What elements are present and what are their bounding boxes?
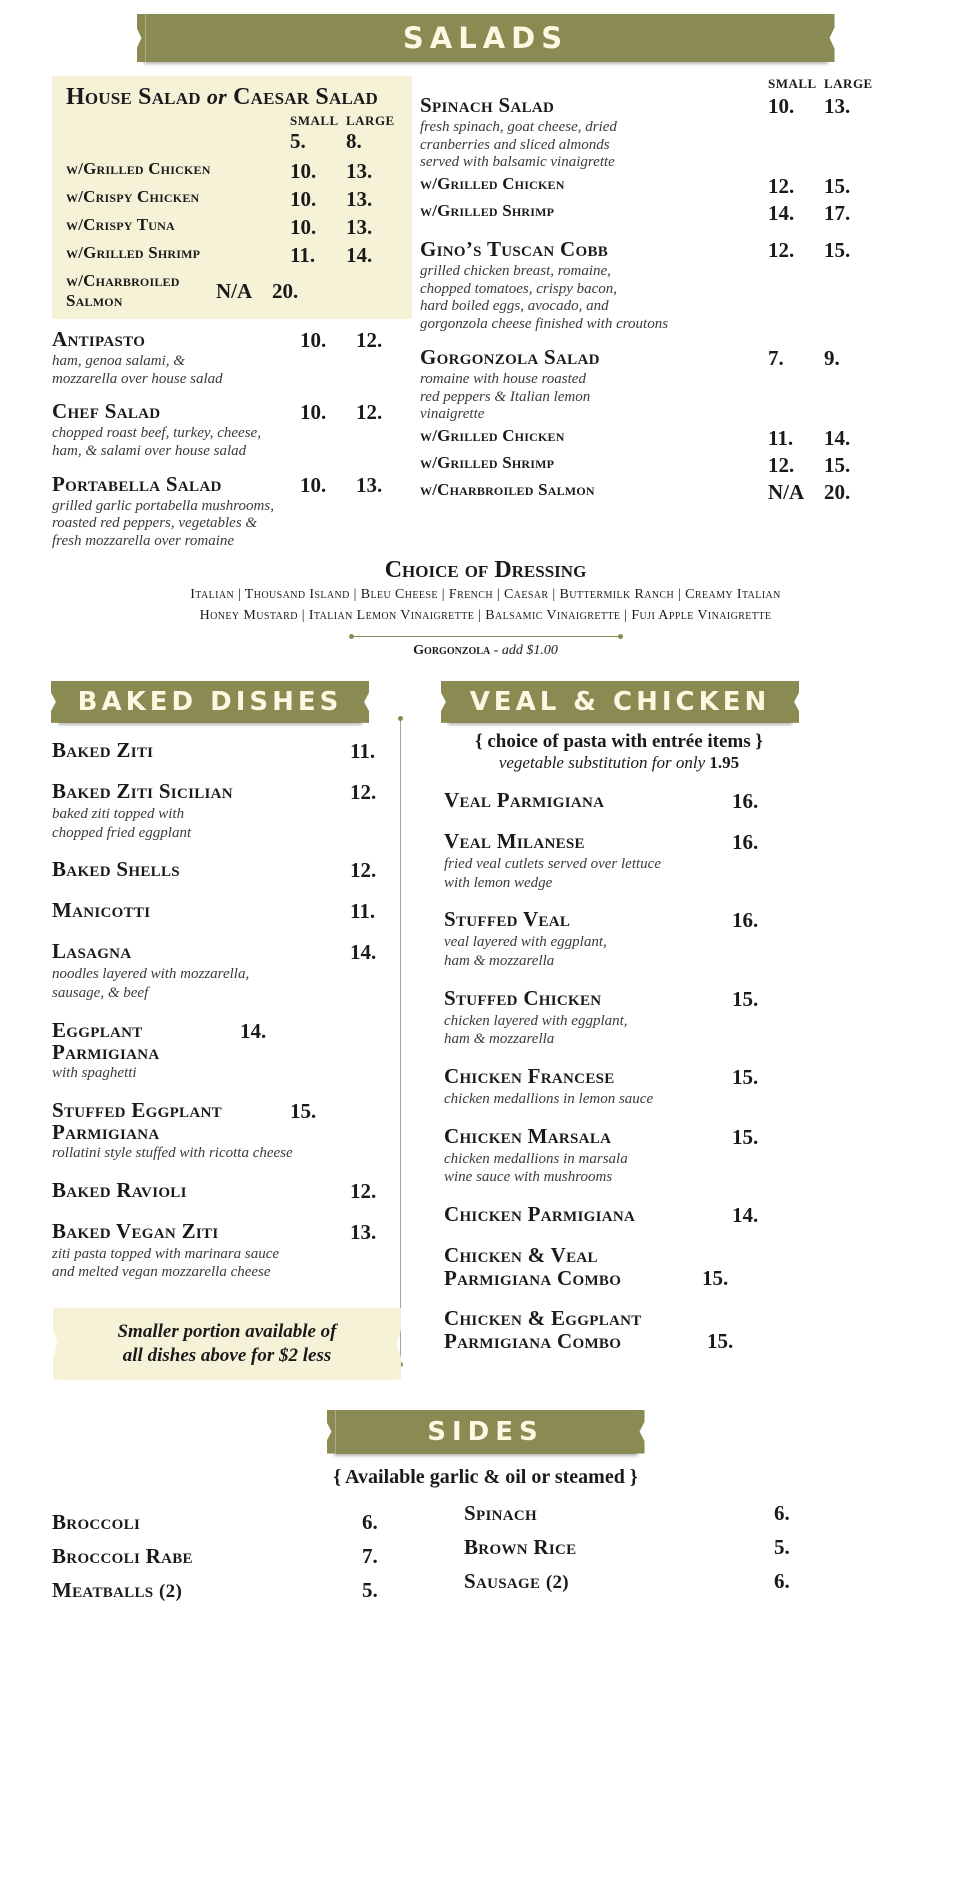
dressing-title: Choice of Dressing <box>384 556 587 583</box>
salad-addon-large: 15. <box>824 452 851 477</box>
salad-desc-line: fresh spinach, goat cheese, dried <box>420 119 617 135</box>
salad-addon-row <box>420 201 880 226</box>
salad-addon-small: 12. <box>768 452 795 477</box>
house-addon-small: 10. <box>290 187 317 211</box>
house-addon-label: w/Grilled Chicken <box>66 159 211 178</box>
baked-item-desc: with spaghetti <box>52 1064 137 1081</box>
house-addon-label: w/Grilled Shrimp <box>66 243 201 262</box>
veal-item-price: 15. <box>732 1124 759 1149</box>
veal-item-name: Chicken Parmigiana <box>444 1202 636 1226</box>
house-addon-small: N/A <box>216 279 253 303</box>
veal-item <box>444 1065 794 1109</box>
baked-item-price: 11. <box>350 899 376 924</box>
side-item <box>464 1569 834 1594</box>
veal-item-desc: ham & mozzarella <box>444 1031 555 1048</box>
baked-item-price: 11. <box>350 738 376 763</box>
house-addon-label: w/Crispy Tuna <box>66 215 175 234</box>
veal-item-desc: ham & mozzarella <box>444 952 555 969</box>
salad-price-large: 12. <box>356 400 383 425</box>
salad-item-gorgonzola <box>420 346 880 505</box>
baked-item-desc: sausage, & beef <box>52 984 149 1001</box>
veal-item-name: Chicken Francese <box>444 1063 615 1088</box>
veal-item-name: Stuffed Veal <box>444 907 571 932</box>
house-addon-small: 10. <box>290 215 317 239</box>
salad-desc-line: vinaigrette <box>420 406 485 423</box>
baked-item <box>52 739 412 764</box>
salad-addon-row <box>420 480 880 505</box>
sides-availability-note: { Available garlic & oil or steamed } <box>333 1465 638 1488</box>
salad-price-small: 7. <box>768 345 784 370</box>
baked-item <box>52 1220 412 1282</box>
salad-item-spinach <box>420 94 880 226</box>
side-item-price: 5. <box>362 1577 378 1602</box>
side-item-name: Broccoli Rabe <box>52 1543 193 1568</box>
salad-addon-small: 11. <box>768 425 794 450</box>
veal-item-price: 15. <box>707 1329 734 1353</box>
house-salad-title <box>66 84 402 111</box>
salad-price-small: 10. <box>300 472 327 497</box>
house-addon-label: w/Charbroiled Salmon <box>66 271 180 310</box>
banner-label-veal: VEAL & CHICKEN <box>469 686 771 717</box>
house-base-large: 8. <box>346 129 362 153</box>
col-head-large: LARGE <box>346 113 395 128</box>
sides-right-column <box>464 1501 834 1603</box>
side-item <box>52 1510 422 1535</box>
salad-addon-small: 12. <box>768 174 795 199</box>
baked-item-name: Lasagna <box>52 939 132 964</box>
baked-item <box>52 780 412 842</box>
baked-item <box>52 940 412 1002</box>
baked-item-price: 12. <box>350 858 377 883</box>
house-title-or: or <box>206 84 227 109</box>
house-title-b: Caesar Salad <box>233 84 378 110</box>
salads-left-column <box>52 76 412 551</box>
salad-name: Chef Salad <box>52 399 161 424</box>
baked-item-name: Stuffed Eggplant Parmigiana <box>52 1097 222 1145</box>
veal-item-name: Veal Parmigiana <box>444 787 605 812</box>
veal-item-price: 15. <box>732 986 759 1011</box>
section-banner-salads <box>144 14 828 62</box>
house-addon-large: 13. <box>346 159 373 183</box>
side-item <box>52 1578 422 1603</box>
baked-item-name: Baked Ziti Sicilian <box>52 778 233 803</box>
salad-desc-line: gorgonzola cheese finished with croutons <box>420 316 669 333</box>
veal-note-pre: vegetable substitution for only <box>498 752 710 772</box>
side-item <box>464 1535 834 1560</box>
salad-addon-row <box>420 426 880 451</box>
salad-addon-row <box>420 174 880 199</box>
veal-item <box>444 987 794 1049</box>
salad-item-portabella <box>52 473 412 551</box>
dressing-list-line-1: Italian | Thousand Island | Bleu Cheese | French | Caesar | Buttermilk Ranch | Creamy Italian <box>190 586 781 602</box>
veal-item-desc: chicken layered with eggplant, <box>444 1012 628 1029</box>
salad-name: Gorgonzola Salad <box>420 344 600 369</box>
salad-desc-line: roasted red peppers, vegetables & <box>52 515 258 532</box>
side-item-qty: (2) <box>545 1571 569 1593</box>
banner-label-salads: SALADS <box>402 21 569 55</box>
col-head-large: LARGE <box>824 76 873 91</box>
salad-price-small: 10. <box>300 328 327 352</box>
salad-item-tuscan-cobb <box>420 238 880 334</box>
salad-addon-small: 14. <box>768 201 795 226</box>
right-column-headers <box>420 76 880 92</box>
baked-item <box>52 899 412 924</box>
section-banner-veal-chicken <box>448 681 792 723</box>
house-addon-row <box>66 243 402 268</box>
salad-price-large: 13. <box>824 94 851 118</box>
veal-note-line-1: { choice of pasta with entrée items } <box>475 730 763 752</box>
veal-item-price: 16. <box>732 788 759 813</box>
salad-desc-line: mozzarella over house salad <box>52 370 223 387</box>
side-item-price: 6. <box>774 1568 790 1593</box>
side-item-qty: (2) <box>159 1580 183 1602</box>
house-column-headers <box>66 113 402 129</box>
house-addon-row <box>66 215 402 240</box>
house-addon-label: w/Crispy Chicken <box>66 187 200 206</box>
side-item <box>52 1544 422 1569</box>
baked-item-price: 13. <box>350 1219 377 1244</box>
salad-desc-line: chopped roast beef, turkey, cheese, <box>52 425 261 442</box>
house-salad-box <box>52 76 412 319</box>
baked-item-price: 14. <box>350 940 377 965</box>
baked-item-price: 12. <box>350 1178 377 1203</box>
veal-item <box>444 908 794 970</box>
salad-desc-line: grilled chicken breast, romaine, <box>420 263 611 280</box>
veal-item-price: 14. <box>732 1203 759 1227</box>
salad-name: Gino’s Tuscan Cobb <box>420 237 609 262</box>
salad-desc-line: cranberries and sliced almonds <box>420 136 610 153</box>
baked-item-name: Eggplant Parmigiana <box>52 1017 160 1065</box>
smaller-portion-note <box>60 1308 394 1380</box>
baked-item-name: Baked Shells <box>52 857 180 882</box>
gorgonzola-note-name: Gorgonzola <box>413 642 491 658</box>
salad-price-small: 10. <box>300 400 327 425</box>
salad-desc-line: hard boiled eggs, avocado, and <box>420 298 609 315</box>
house-addon-large: 14. <box>346 243 373 267</box>
salad-desc-line: fresh mozzarella over romaine <box>52 533 235 550</box>
house-base-row <box>66 129 402 154</box>
veal-item-desc: veal layered with eggplant, <box>444 934 607 951</box>
veal-item-price: 15. <box>732 1064 759 1089</box>
salad-desc-line: romaine with house roasted <box>420 370 586 387</box>
salad-name: Antipasto <box>52 327 146 351</box>
baked-item <box>52 1179 412 1204</box>
salad-desc-line: ham, genoa salami, & <box>52 353 185 369</box>
veal-section-note <box>444 731 794 773</box>
side-item-name: Broccoli <box>52 1509 141 1534</box>
note-line-2: all dishes above for $2 less <box>122 1344 332 1366</box>
baked-item <box>52 858 412 883</box>
veal-item <box>444 1203 794 1228</box>
side-item-name: Brown Rice <box>464 1534 577 1559</box>
salad-price-large: 13. <box>356 472 383 497</box>
baked-item-name: Manicotti <box>52 898 151 923</box>
salad-item-chef <box>52 400 412 460</box>
veal-item-name: Chicken & Eggplant Parmigiana Combo <box>444 1306 642 1353</box>
veal-item-name: Veal Milanese <box>444 828 585 853</box>
salad-addon-label: w/Grilled Shrimp <box>420 201 555 221</box>
salad-desc-line: chopped tomatoes, crispy bacon, <box>420 280 618 297</box>
veal-item-price: 15. <box>702 1266 729 1290</box>
side-item-price: 6. <box>362 1509 378 1534</box>
house-addon-small: 10. <box>290 159 317 183</box>
veal-item <box>444 830 794 892</box>
veal-item-name: Chicken Marsala <box>444 1123 612 1148</box>
veal-item <box>444 789 794 814</box>
baked-item-desc: and melted vegan mozzarella cheese <box>52 1264 271 1281</box>
baked-item-desc: ziti pasta topped with marinara sauce <box>52 1245 280 1262</box>
sides-left-column <box>52 1501 422 1603</box>
veal-chicken-column <box>444 681 904 1380</box>
salad-addon-label: w/Grilled Shrimp <box>420 452 555 472</box>
menu-page <box>0 14 971 1884</box>
house-addon-small: 11. <box>290 243 316 267</box>
house-addon-large: 13. <box>346 187 373 211</box>
salad-price-small: 10. <box>768 94 795 118</box>
salad-price-large: 9. <box>824 345 840 370</box>
veal-item-desc: chicken medallions in lemon sauce <box>444 1090 654 1107</box>
decorative-rule <box>351 636 621 637</box>
salads-right-column <box>420 76 880 505</box>
col-head-small: SMALL <box>768 76 817 91</box>
house-addon-large: 20. <box>272 279 299 303</box>
side-item-name: Sausage <box>464 1568 541 1593</box>
salad-addon-row <box>420 453 880 478</box>
house-addon-row <box>66 187 402 212</box>
salad-addon-large: 15. <box>824 174 851 199</box>
section-banner-sides <box>334 1410 638 1454</box>
veal-item-desc: with lemon wedge <box>444 874 553 891</box>
salad-desc-line: served with balsamic vinaigrette <box>420 154 615 171</box>
salad-name: Spinach Salad <box>420 93 555 117</box>
baked-item-name: Baked Ziti <box>52 737 154 762</box>
side-item <box>464 1501 834 1526</box>
salad-name: Portabella Salad <box>52 471 222 496</box>
side-item-price: 6. <box>774 1500 790 1525</box>
side-item-name: Meatballs <box>52 1577 154 1602</box>
veal-item-desc: fried veal cutlets served over lettuce <box>444 855 661 872</box>
veal-item-name: Stuffed Chicken <box>444 985 602 1010</box>
veal-item-desc: chicken medallions in marsala <box>444 1150 628 1167</box>
veal-note-line-2 <box>444 753 794 773</box>
veal-item <box>444 1244 794 1291</box>
column-divider <box>400 719 401 1364</box>
side-item-price: 5. <box>774 1534 790 1559</box>
salad-price-large: 15. <box>824 238 851 263</box>
salad-desc-line: ham, & salami over house salad <box>52 443 247 460</box>
veal-item-price: 16. <box>732 908 759 933</box>
salad-addon-label: w/Grilled Chicken <box>420 425 565 445</box>
baked-item-name: Baked Ravioli <box>52 1177 187 1202</box>
baked-item-desc: chopped fried eggplant <box>52 824 192 841</box>
salad-addon-label: w/Grilled Chicken <box>420 174 565 194</box>
banner-label-sides: SIDES <box>427 1416 544 1447</box>
baked-item-desc: noodles layered with mozzarella, <box>52 966 250 983</box>
house-addon-row <box>66 271 402 311</box>
col-head-small: SMALL <box>290 113 339 128</box>
banner-label-baked: BAKED DISHES <box>77 686 343 717</box>
baked-item-desc: baked ziti topped with <box>52 805 185 822</box>
salad-desc-line: grilled garlic portabella mushrooms, <box>52 497 274 514</box>
salad-item-antipasto <box>52 328 412 388</box>
baked-item-desc: rollatini style stuffed with ricotta cheese <box>52 1144 293 1161</box>
salad-addon-large: 20. <box>824 479 851 504</box>
house-title-a: House Salad <box>66 84 201 110</box>
section-banner-baked-dishes <box>58 681 362 723</box>
side-item-price: 7. <box>362 1543 378 1568</box>
note-line-1: Smaller portion available of <box>117 1321 337 1342</box>
veal-note-price: 1.95 <box>709 752 740 772</box>
veal-item-name: Chicken & Veal Parmigiana Combo <box>444 1243 622 1290</box>
veal-item <box>444 1307 794 1354</box>
house-addon-large: 13. <box>346 215 373 239</box>
house-base-small: 5. <box>290 129 306 153</box>
sides-section <box>0 1410 971 1603</box>
veal-item-desc: wine sauce with mushrooms <box>444 1169 613 1186</box>
salad-desc-line: red peppers & Italian lemon <box>420 388 591 405</box>
dressing-list-line-2: Honey Mustard | Italian Lemon Vinaigrette | Balsamic Vinaigrette | Fuji Apple Vinaigrette <box>199 607 772 623</box>
baked-and-veal-section <box>0 681 971 1380</box>
baked-item-name: Baked Vegan Ziti <box>52 1218 219 1243</box>
baked-item-price: 14. <box>240 1018 267 1043</box>
gorgonzola-note-rest: - add $1.00 <box>490 642 558 658</box>
gorgonzola-upcharge-note <box>52 643 919 659</box>
veal-item <box>444 1125 794 1187</box>
baked-item <box>52 1019 412 1083</box>
baked-item-price: 15. <box>290 1098 317 1123</box>
salad-price-large: 12. <box>356 328 383 352</box>
salads-section <box>0 76 971 659</box>
house-addon-row <box>66 159 402 184</box>
side-item-name: Spinach <box>464 1500 537 1525</box>
baked-item-price: 12. <box>350 779 377 804</box>
salad-addon-large: 14. <box>824 425 851 450</box>
baked-dishes-column <box>52 681 412 1380</box>
salad-price-small: 12. <box>768 238 795 263</box>
baked-item <box>52 1099 412 1163</box>
veal-item-price: 16. <box>732 829 759 854</box>
salad-addon-small: N/A <box>768 479 805 504</box>
salad-addon-label: w/Charbroiled Salmon <box>420 479 595 499</box>
salad-addon-large: 17. <box>824 201 851 226</box>
